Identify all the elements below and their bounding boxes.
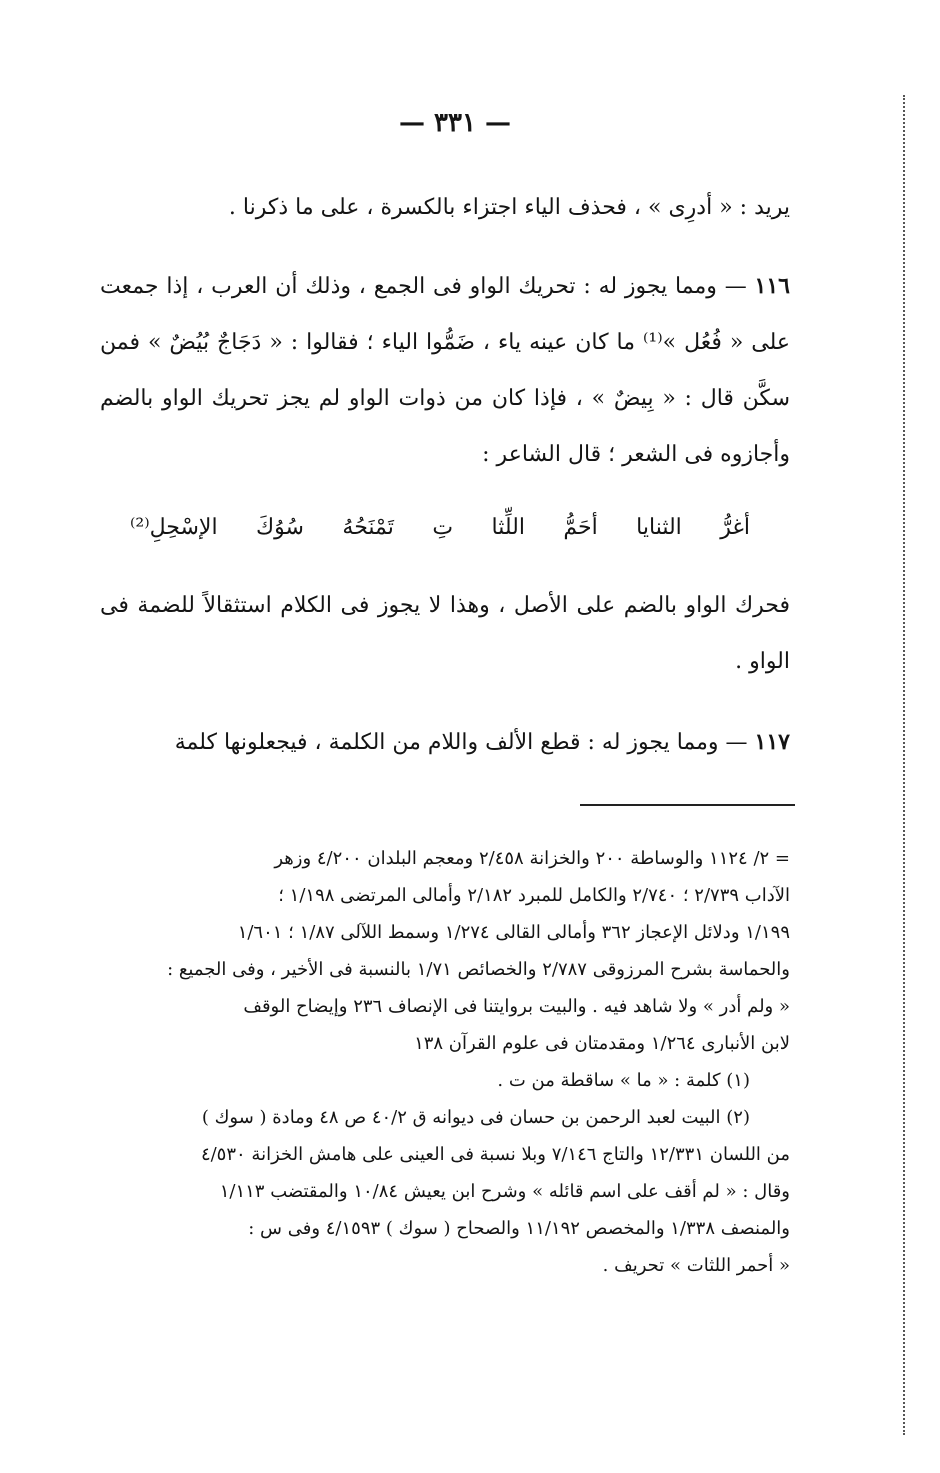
verse-word: اللِّثا	[491, 515, 525, 540]
footnote-2: (٢) البيت لعبد الرحمن بن حسان فى ديوانه ق ٤٠/٢ ص ٤٨ ومادة ( سوك )	[201, 1107, 750, 1128]
verse-word: الإسْحِلِ⁽²⁾	[130, 515, 218, 540]
footnote-line: لابن الأنبارى ١/٢٦٤ ومقدمتان فى علوم القرآن ١٣٨	[414, 1033, 790, 1054]
footnote-line: ١/١٩٩ ودلائل الإعجاز ٣٦٢ وأمالى القالى ١/٢٧٤ وسمط اللآلى ١/٨٧ ؛ ١/٦٠١	[237, 922, 790, 943]
poetry-verse	[130, 500, 750, 556]
paragraph-117	[100, 714, 790, 771]
section-number-117: ١١٧	[754, 729, 790, 755]
verse-word: تَمْنَحُهُ	[342, 515, 394, 540]
footnote-line: وقال : « لم أقف على اسم قائله » وشرح ابن يعيش ١٠/٨٤ والمقتضب ١/١١٣	[219, 1181, 790, 1202]
footnote-1: (١) كلمة : « ما » ساقطة من ت .	[497, 1070, 750, 1091]
footnote-line: الآداب ٢/٧٣٩ ؛ ٢/٧٤٠ والكامل للمبرد ٢/١٨٢ وأمالى المرتضى ١/١٩٨ ؛	[278, 885, 790, 906]
paragraph-intro: يريد : « أدرِى » ، فحذف الياء اجتزاء بالكسرة ، على ما ذكرنا .	[228, 195, 790, 220]
paragraph-commentary: فحرك الواو بالضم على الأصل ، وهذا لا يجوز فى الكلام استثقالاً للضمة فى الواو .	[100, 593, 790, 674]
verse-word: الثنايا	[636, 515, 682, 540]
paragraph-116	[100, 258, 790, 483]
footnote-separator	[580, 804, 795, 806]
footnote-line: والمنصف ١/٣٣٨ والمخصص ١١/١٩٢ والصحاح ( سوك ) ٤/١٥٩٣ وفى س :	[248, 1218, 790, 1239]
verse-word: تِ	[432, 515, 454, 540]
paragraph-117-text: — ومما يجوز له : قطع الألف واللام من الكلمة ، فيجعلونها كلمة	[174, 730, 748, 755]
footnote-line: « ولم أدر » ولا شاهد فيه . والبيت بروايتنا فى الإنصاف ٢٣٦ وإيضاح الوقف	[243, 996, 790, 1017]
verse-word: أغرُّ	[720, 515, 750, 540]
footnote-line: = ٢/ ١١٢٤ والوساطة ٢٠٠ والخزانة ٢/٤٥٨ ومعجم البلدان ٤/٢٠٠ وزهر	[274, 848, 790, 869]
footnote-line: من اللسان ١٢/٣٣١ والتاج ٧/١٤٦ وبلا نسبة فى العينى على هامش الخزانة ٤/٥٣٠	[200, 1144, 790, 1165]
margin-rule	[903, 95, 907, 1435]
footnote-line: « أحمر اللثات » تحريف .	[602, 1255, 790, 1276]
paragraph-116-text: — ومما يجوز له : تحريك الواو فى الجمع ، وذلك أن العرب ، إذا جمعت على « فُعُل »⁽¹⁾ ما كان عينه ياء ، ضَمُّوا الياء ؛ فقالوا : « دَجَاجٌ بُيُضٌ » فمن سكَّن قال : « بِيضٌ » ، فإذا كان من ذوات الواو لم يجز تحريك الواو بالضم وأجازوه فى الشعر ؛ قال الشاعر :	[100, 274, 790, 467]
footnotes	[100, 840, 790, 1284]
page-number: — ٣٣١ —	[398, 108, 512, 138]
footnote-line: والحماسة بشرح المرزوقى ٢/٧٨٧ والخصائص ١/٧١ بالنسبة فى الأخير ، وفى الجميع :	[167, 959, 790, 980]
verse-word: أحَمُّ	[563, 515, 598, 540]
verse-word: سُوُكَ	[256, 515, 304, 540]
section-number-116: ١١٦	[754, 273, 790, 299]
